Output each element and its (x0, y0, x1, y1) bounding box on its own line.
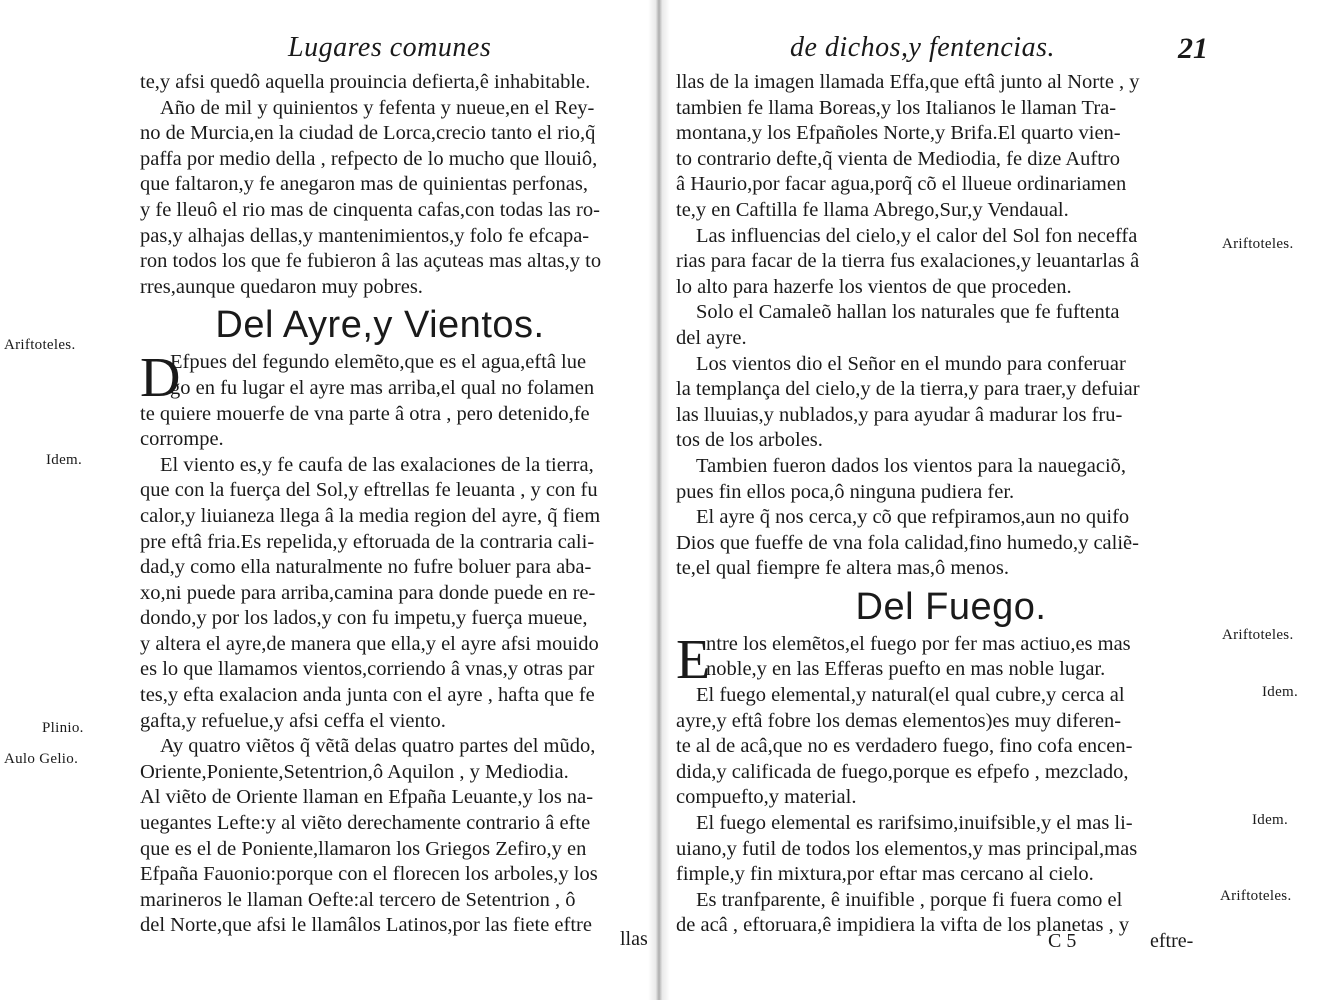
text-line: Oriente,Poniente,Setentrion,ô Aquilon , y Mediodia. (140, 760, 569, 783)
text-line: Ay quatro viẽtos q̃ vẽtã delas quatro partes del mũdo, (160, 735, 596, 758)
text-line: te,y en Caftilla fe llama Abrego,Sur,y Vendaual. (676, 198, 1069, 221)
text-line: compuefto,y material. (676, 786, 857, 809)
margin-note-aristotle: Ariftoteles. (1222, 236, 1294, 252)
margin-note-aristotle: Ariftoteles. (1222, 627, 1294, 643)
text-line: ron todos los que fe fubieron â las açuteas mas altas,y to (140, 250, 602, 273)
margin-note-idem: Idem. (46, 452, 83, 468)
signature-mark: C 5 (1048, 930, 1077, 952)
section-heading-air-winds: Del Ayre,y Vientos. (215, 304, 545, 347)
text-line: tos de los arboles. (676, 429, 823, 452)
margin-note-idem: Idem. (1252, 812, 1289, 828)
text-line: no de Murcia,en la ciudad de Lorca,crecio tanto el rio,q̃ (140, 122, 596, 145)
margin-note-aulus-gellius: Aulo Gelio. (4, 751, 79, 767)
text-line: la templança del cielo,y de la tierra,y para traer,y defuiar (676, 378, 1140, 401)
text-line: to contrario defte,q̃ vienta de Mediodia, fe dize Auftro (676, 147, 1121, 170)
text-line: go en fu lugar el ayre mas arriba,el qual no folamen (170, 376, 595, 399)
text-line: El fuego elemental es rarifsimo,inuifsible,y el mas li- (696, 812, 1133, 835)
text-line: que es el de Poniente,llamaron los Griegos Zefiro,y en (140, 837, 587, 860)
text-line: te quiere mouerfe de vna parte â otra , pero detenido,fe (140, 402, 590, 425)
text-line: Tambien fueron dados los vientos para la nauegaciõ, (696, 454, 1127, 477)
text-line: pas,y alhajas dellas,y mantenimientos,y folo fe efcapa- (140, 224, 590, 247)
text-line: rres,aunque quedaron muy pobres. (140, 275, 423, 298)
text-line: Las influencias del cielo,y el calor del Sol fon neceffa (696, 224, 1138, 247)
text-line: y altera el ayre,de manera que ella,y el ayre afsi mouido (140, 632, 599, 655)
text-line: Solo el Camaleõ hallan los naturales que fe fuftenta (696, 301, 1120, 324)
right-page (668, 0, 1327, 1000)
text-line: Dios que fueffe de vna fola calidad,fino humedo,y caliẽ- (676, 531, 1139, 554)
text-line: montana,y los Efpañoles Norte,y Brifa.El quarto vien- (676, 122, 1121, 145)
text-line: dondo,y por los lados,y con fu impetu,y fuerça mueue, (140, 607, 588, 630)
margin-note-aristotle: Ariftoteles. (1220, 888, 1292, 904)
drop-cap-paragraph (676, 628, 1206, 691)
text-line: ayre,y eftâ fobre los demas elementos)es muy diferen- (676, 709, 1122, 732)
text-line: Efpaña Fauonio:porque con el florecen los arboles,y los (140, 863, 598, 886)
text-line: lo alto para hazerfe los vientos de que proceden. (676, 275, 1072, 298)
running-head-left: Lugares comunes (288, 32, 492, 63)
text-line: Es tranfparente, ê inuifible , porque fi fuera como el (696, 888, 1123, 911)
text-line: ntre los elemẽtos,el fuego por fer mas actiuo,es mas (706, 632, 1131, 655)
folio-number: 21 (1178, 32, 1208, 65)
catchword: eftre- (1150, 930, 1194, 952)
drop-cap-letter: E (676, 628, 711, 691)
text-line: El viento es,y fe caufa de las exalaciones de la tierra, (160, 453, 594, 476)
text-line: rias para facar de la tierra fus exalaciones,y leuantarlas â (676, 250, 1140, 273)
text-line: que faltaron,y fe anegaron mas de quinientas perfonas, (140, 173, 588, 196)
text-line: dida,y calificada de fuego,porque es efpefo , mezclado, (676, 760, 1129, 783)
text-line: pre eftâ fria.Es repelida,y eftoruada de la contraria cali- (140, 530, 595, 553)
text-line: tambien fe llama Boreas,y los Italianos le llaman Tra- (676, 96, 1117, 119)
drop-cap-paragraph (140, 347, 660, 410)
text-line: del Norte,que afsi le llamâlos Latinos,por las fiete eftre (140, 914, 592, 937)
text-line: corrompe. (140, 428, 224, 451)
text-line: calor,y liuianeza llega â la media region del ayre, q̃ fiem (140, 504, 601, 527)
text-line: uiano,y futil de todos los elementos,y mas principal,mas (676, 837, 1138, 860)
text-line: dad,y como ella naturalmente no fufre boluer para aba- (140, 556, 592, 579)
drop-cap-letter: D (140, 347, 181, 410)
text-line: noble,y en las Efferas puefto en mas noble lugar. (706, 658, 1106, 681)
text-line: llas de la imagen llamada Effa,que eftâ junto al Norte , y (676, 71, 1140, 93)
running-head-right: de dichos,y fentencias. (790, 32, 1055, 63)
text-line: te al de acâ,que no es verdadero fuego, fino cofa encen- (676, 735, 1133, 758)
text-line: marineros le llaman Oefte:al tercero de Setentrion , ô (140, 888, 576, 911)
left-page (0, 0, 663, 1000)
text-line: te,y afsi quedô aquella prouincia defierta,ê inhabitable. (140, 71, 591, 93)
text-line: pues fin ellos poca,ô ninguna pudiera fer. (676, 480, 1015, 503)
margin-note-aristotle: Ariftoteles. (4, 337, 76, 353)
text-line: de acâ , eftoruara,ê impidiera la vifta de los planetas , y (676, 914, 1130, 937)
text-line: tes,y efta exalacion anda junta con el ayre , hafta que fe (140, 684, 595, 707)
text-line: paffa por medio della , refpecto de lo mucho que llouiô, (140, 147, 598, 170)
text-line: es lo que llamamos vientos,corriendo â vnas,y otras par (140, 658, 595, 681)
text-line: te,el qual fiempre fe altera mas,ô menos. (676, 557, 1009, 580)
text-line: Año de mil y quinientos y fefenta y nueue,en el Rey- (160, 96, 595, 119)
text-line: El ayre q̃ nos cerca,y cõ que refpiramos,aun no quifo (696, 506, 1130, 529)
text-line: que con la fuerça del Sol,y eftrellas fe leuanta , y con fu (140, 479, 598, 502)
catchword: llas (620, 928, 648, 950)
text-line: Efpues del fegundo elemẽto,que es el agua,eftâ lue (170, 351, 587, 374)
text-line: xo,ni puede para arriba,camina para donde puede en re- (140, 581, 596, 604)
margin-note-idem: Idem. (1262, 684, 1299, 700)
text-line: gafta,y refuelue,y afsi ceffa el viento. (140, 709, 446, 732)
right-text-column (676, 70, 1206, 939)
text-line: â Haurio,por facar agua,porq̃ cõ el llueue ordinariamen (676, 173, 1127, 196)
text-line: las lluuias,y nublados,y para ayudar â madurar los fru- (676, 403, 1123, 426)
text-line: y fe lleuô el rio mas de cinquenta cafas,con todas las ro- (140, 198, 600, 221)
text-line: del ayre. (676, 326, 747, 349)
margin-note-pliny: Plinio. (42, 720, 84, 736)
text-line: Los vientos dio el Señor en el mundo para conferuar (696, 352, 1126, 375)
text-line: uegantes Lefte:y al viẽto derechamente contrario â efte (140, 812, 591, 835)
section-heading-fire: Del Fuego. (855, 585, 1047, 628)
text-line: El fuego elemental,y natural(el qual cubre,y cerca al (696, 684, 1125, 707)
text-line: fimple,y fin mixtura,por eftar mas cercano al cielo. (676, 863, 1094, 886)
left-text-column (140, 70, 660, 939)
text-line: Al viẽto de Oriente llaman en Efpaña Leuante,y los na- (140, 786, 594, 809)
